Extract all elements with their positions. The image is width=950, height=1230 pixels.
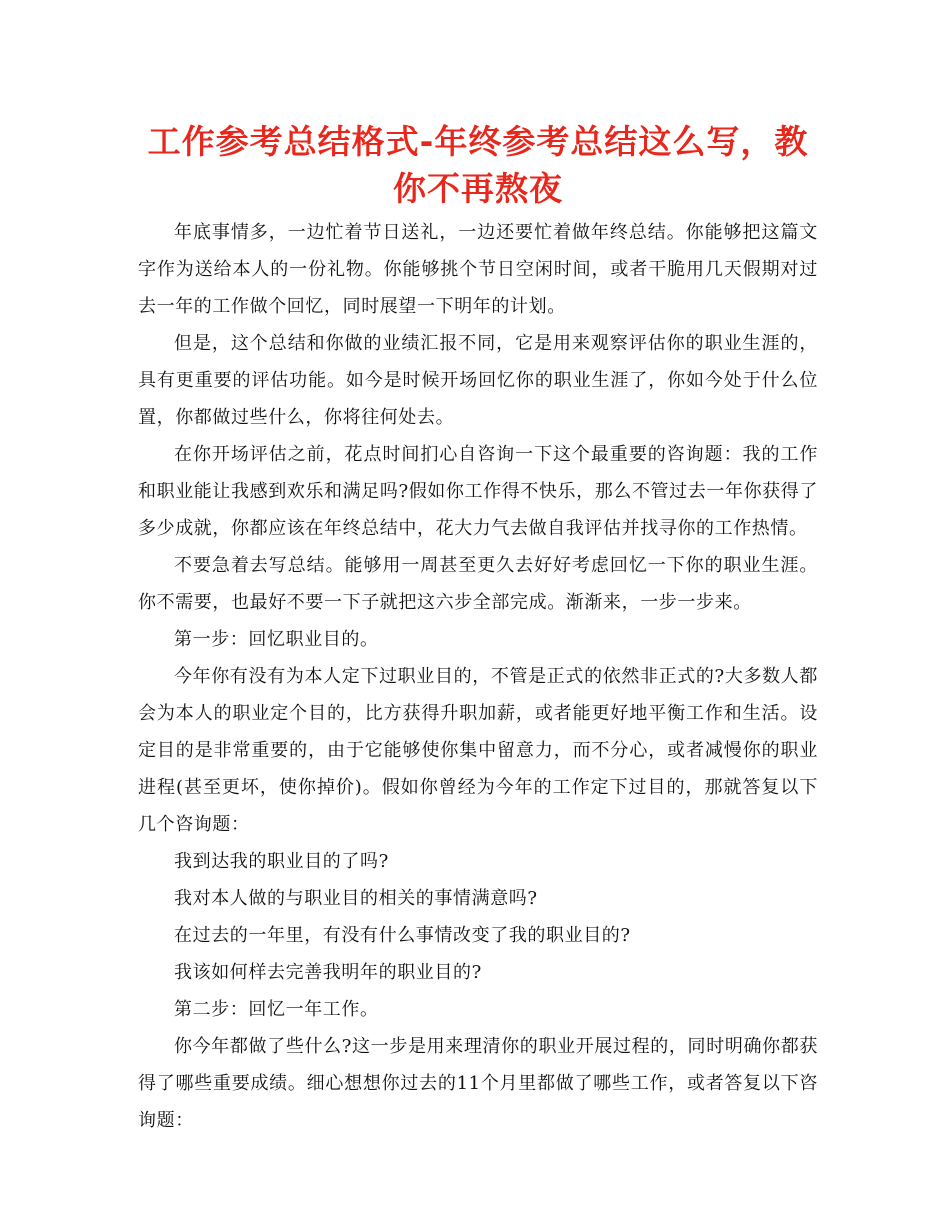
paragraph: 但是，这个总结和你做的业绩汇报不同，它是用来观察评估你的职业生涯的，具有更重要的评估功能。如今是时候开场回忆你的职业生涯了，你如今处于什么位置，你都做过些什么，你将往何处去。 (138, 333, 818, 428)
step-heading: 第二步：回忆一年工作。 (174, 999, 379, 1020)
document-page (138, 118, 818, 1139)
paragraph: 你今年都做了些什么?这一步是用来理清你的职业开展过程的，同时明确你都获得了哪些重要成绩。细心想想你过去的11个月里都做了哪些工作，或者答复以下咨询题： (138, 1036, 818, 1131)
paragraph: 不要急着去写总结。能够用一周甚至更久去好好考虑回忆一下你的职业生涯。你不需要，也最好不要一下子就把这六步全部完成。渐渐来，一步一步来。 (138, 555, 818, 613)
document-title: 工作参考总结格式-年终参考总结这么写，教你不再熬夜 (147, 122, 809, 208)
step-heading: 第一步：回忆职业目的。 (174, 629, 379, 650)
question-item: 在过去的一年里，有没有什么事情改变了我的职业目的? (174, 925, 631, 946)
paragraph: 年底事情多，一边忙着节日送礼，一边还要忙着做年终总结。你能够把这篇文字作为送给本人的一份礼物。你能够挑个节日空闲时间，或者干脆用几天假期对过去一年的工作做个回忆，同时展望一下明年的计划。 (138, 222, 818, 317)
paragraph: 今年你有没有为本人定下过职业目的，不管是正式的依然非正式的?大多数人都会为本人的职业定个目的，比方获得升职加薪，或者能更好地平衡工作和生活。设定目的是非常重要的，由于它能够使你集中留意力，而不分心，或者减慢你的职业进程(甚至更坏，使你掉价)。假如你曾经为今年的工作定下过目的，那就答复以下几个咨询题： (138, 666, 818, 835)
paragraph: 在你开场评估之前，花点时间扪心自咨询一下这个最重要的咨询题：我的工作和职业能让我感到欢乐和满足吗?假如你工作得不快乐，那么不管过去一年你获得了多少成就，你都应该在年终总结中，花大力气去做自我评估并找寻你的工作热情。 (138, 444, 818, 539)
question-item: 我该如何样去完善我明年的职业目的? (174, 962, 482, 983)
question-item: 我到达我的职业目的了吗? (174, 851, 389, 872)
question-item: 我对本人做的与职业目的相关的事情满意吗? (174, 888, 538, 909)
